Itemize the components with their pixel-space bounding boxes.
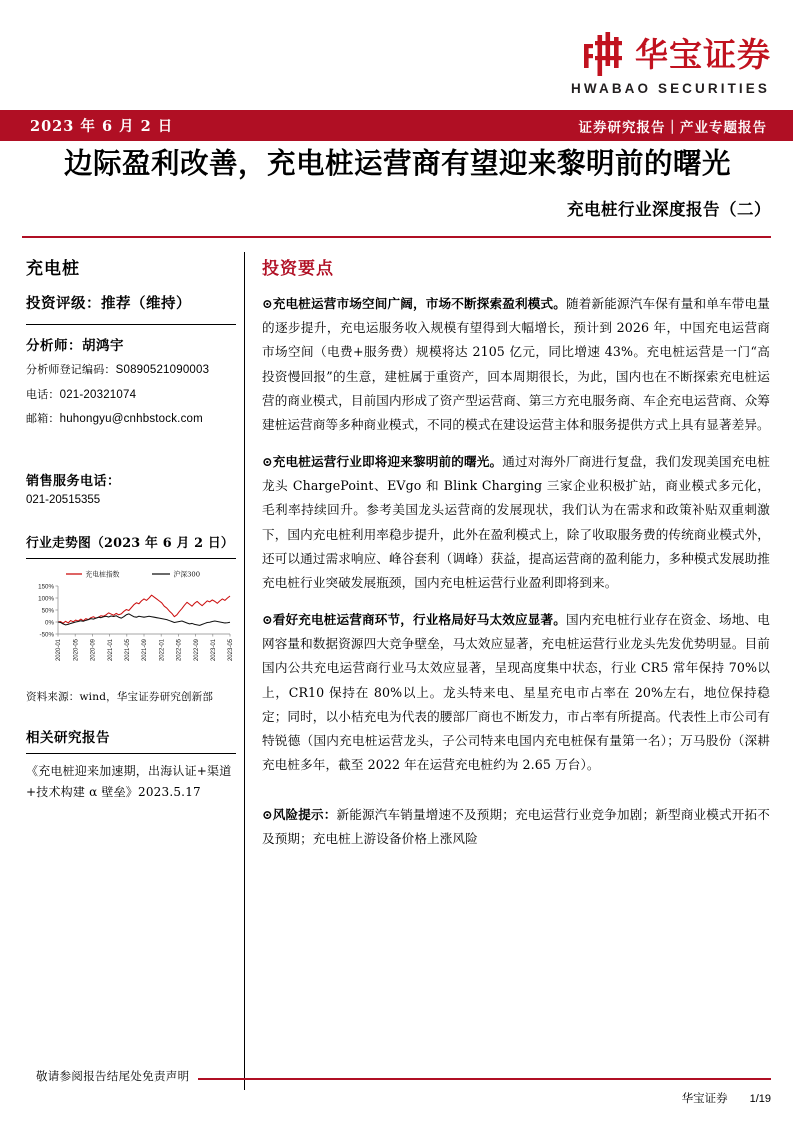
svg-text:50%: 50% <box>41 607 54 615</box>
sidebar-sector: 充电桩 <box>26 259 80 279</box>
svg-text:2020-09: 2020-09 <box>90 639 97 662</box>
company-logo <box>571 32 771 96</box>
analyst-license-label: 分析师登记编码： <box>26 363 116 376</box>
analyst-email <box>26 411 236 428</box>
paragraph-lead: 充电桩运营行业即将迎来黎明前的曙光。 <box>272 454 503 470</box>
page-subtitle: 充电桩行业深度报告（二） <box>567 199 771 219</box>
highlight-paragraph-1 <box>262 292 770 437</box>
masthead <box>0 0 793 105</box>
logo-text-en: HWABAO SECURITIES <box>571 81 770 96</box>
svg-text:2022-01: 2022-01 <box>159 639 166 662</box>
footer-disclaimer: 敬请参阅报告结尾处免责声明 <box>36 1069 190 1083</box>
paragraph-body: 国内充电桩行业存在资金、场地、电网容量和数据资源四大竞争壁垒，马太效应显著，充电桩运营行业龙头先发优势明显。目前国内公共充电运营商行业马太效应显著，呈现高度集中状态，行业 CR5 常年保持 70%以上，CR10 保持在 80%以上。龙头特来电、星星充电市占率在 20%左右，地位保持稳定；同时，以小桔充电为代表的腰部厂商也不断发力，市占率有所提高。代表性上市公司有特锐德（国内充电桩运营龙头，子公司特来电国内充电桩保有量第一名）；万马股份（深耕充电桩多年，截至 2022 年在运营充电桩约为 2.65 万台）。 <box>262 612 770 773</box>
highlight-paragraph-2 <box>262 450 770 595</box>
related-reports-title: 相关研究报告 <box>26 730 110 747</box>
report-kind: 证券研究报告｜产业专题报告 <box>578 119 767 136</box>
analyst-email-value[interactable]: huhongyu@cnhbstock.com <box>59 413 203 426</box>
analyst-phone <box>26 387 236 404</box>
svg-text:2023-01: 2023-01 <box>211 639 217 662</box>
svg-text:2021-01: 2021-01 <box>107 639 114 662</box>
svg-text:2021-09: 2021-09 <box>142 639 149 662</box>
risk-body: 新能源汽车销量增速不及预期；充电运营行业竞争加剧；新型商业模式开拓不及预期；充电桩上游设备价格上涨风险 <box>262 807 771 847</box>
logo-text-cn: 华宝证券 <box>635 34 771 74</box>
investment-highlights-title: 投资要点 <box>262 259 334 279</box>
column-divider <box>244 252 245 1090</box>
svg-text:0%: 0% <box>45 619 54 627</box>
risk-lead: 风险提示： <box>272 807 337 823</box>
hwabao-hua-mark-icon <box>583 32 625 76</box>
footer-right <box>682 1090 771 1106</box>
analyst-phone-value: 021-20321074 <box>59 388 137 401</box>
paragraph-body: 通过对海外厂商进行复盘，我们发现美国充电桩龙头 ChargePoint、EVgo 和 Blink Charging 三家企业积极扩站，商业模式多元化，毛利率持续回升。参考美国龙头运营商的发展现状，我们认为在需求和政策补贴双重刺激下，国内充电桩利用率稳步提升，此外在盈利模式上，除了收取服务费的传统商业模式外，还可以通过需求响应、峰谷套利（调峰）获益，提高运营商的盈利能力，多种模式发展助推充电桩行业突破发展瓶颈，国内充电桩运营行业盈利即将到来。 <box>262 454 770 590</box>
list-item[interactable]: 《充电桩迎来加速期，出海认证+渠道+技术构建 α 壁垒》2023.5.17 <box>26 764 232 800</box>
analyst-email-label: 邮箱： <box>26 412 60 426</box>
paragraph-lead: 看好充电桩运营商环节，行业格局好马太效应显著。 <box>272 612 567 628</box>
sidebar-divider-2 <box>26 558 236 559</box>
chart-source: 资料来源：wind，华宝证券研究创新部 <box>26 691 214 704</box>
page-number: 1/19 <box>749 1093 771 1105</box>
page-title: 边际盈利改善，充电桩运营商有望迎来黎明前的曙光 <box>63 146 731 180</box>
risk-warning <box>262 803 770 851</box>
svg-text:2021-05: 2021-05 <box>125 639 131 662</box>
svg-text:充电桩指数: 充电桩指数 <box>85 570 120 579</box>
svg-text:2023-05: 2023-05 <box>228 639 234 662</box>
svg-text:2020-01: 2020-01 <box>56 639 63 662</box>
svg-text:2020-05: 2020-05 <box>73 639 80 662</box>
analyst-name: 分析师：胡鸿宇 <box>26 338 124 354</box>
industry-trend-chart <box>26 566 236 683</box>
sales-service-title: 销售服务电话： <box>26 474 121 490</box>
chart-title: 行业走势图（2023 年 6 月 2 日） <box>26 536 234 552</box>
report-date: 2023 年 6 月 2 日 <box>30 118 174 135</box>
bullet-icon: ⊙ <box>262 807 273 823</box>
svg-text:2022-05: 2022-05 <box>176 639 183 662</box>
svg-text:沪深300: 沪深300 <box>173 570 201 579</box>
investment-rating: 投资评级：推荐（维持） <box>26 295 191 312</box>
analyst-phone-label: 电话： <box>26 387 60 401</box>
title-block <box>24 146 771 220</box>
sidebar-divider-1 <box>26 324 236 325</box>
bullet-icon: ⊙ <box>262 612 273 628</box>
paragraph-lead: 充电桩运营市场空间广阔，市场不断探索盈利模式。 <box>272 296 567 311</box>
main-content <box>262 254 770 864</box>
logo-row <box>583 32 771 76</box>
footer-divider <box>198 1078 771 1080</box>
svg-text:150%: 150% <box>38 583 54 591</box>
footer-company: 华宝证券 <box>681 1091 728 1105</box>
analyst-license <box>26 362 236 379</box>
bullet-icon: ⊙ <box>262 454 273 470</box>
sidebar-divider-3 <box>26 753 236 754</box>
highlight-paragraph-3 <box>262 608 770 777</box>
date-band <box>0 110 793 141</box>
bullet-icon: ⊙ <box>262 296 273 311</box>
paragraph-body: 随着新能源汽车保有量和单车带电量的逐步提升，充电运服务收入规模有望得到大幅增长，预计到 2026 年，中国充电运营商市场空间（电费+服务费）规模将达 2105 亿元，同比增速 43%。充电桩运营是一门“高投资慢回报”的生意，建桩属于重资产，回本周期很长，为此，国内也在不断探索充电桩运营的商业模式，目前国内形成了资产型运营商、第三方充电服务商、车企充电运营商、众筹建桩运营商等多种商业模式，不同的模式在建设运营主体和服务提供方式上具有显著差异。 <box>262 296 770 432</box>
analyst-license-value: S0890521090003 <box>115 364 210 376</box>
svg-text:-50%: -50% <box>39 631 54 639</box>
title-divider <box>22 236 771 238</box>
svg-text:100%: 100% <box>38 595 54 603</box>
svg-text:2022-09: 2022-09 <box>193 639 200 662</box>
sidebar <box>26 254 236 803</box>
sales-service-phone: 021-20515355 <box>26 494 101 507</box>
